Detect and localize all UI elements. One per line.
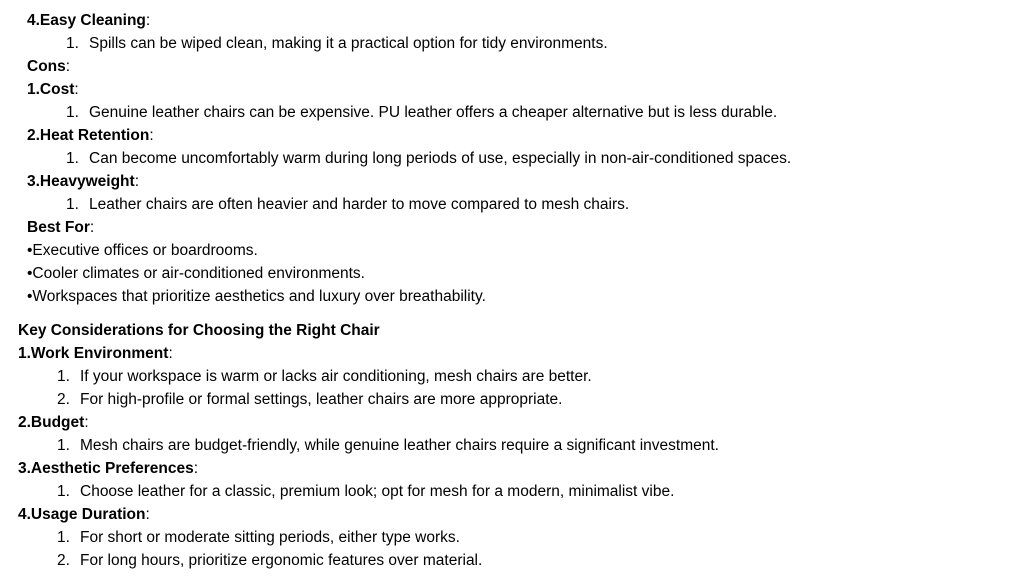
- list-item-text: Genuine leather chairs can be expensive. PU leather offers a cheaper alternative but is less durable.: [89, 104, 778, 121]
- item-number: 1.: [66, 150, 79, 167]
- usage-duration-heading-line: [18, 503, 719, 526]
- list-item: [18, 549, 719, 572]
- list-item-text: If your workspace is warm or lacks air conditioning, mesh chairs are better.: [80, 368, 592, 385]
- list-item: [18, 434, 719, 457]
- colon: :: [149, 127, 154, 144]
- list-item-text: For short or moderate sitting periods, either type works.: [80, 529, 460, 546]
- budget-heading-line: [18, 411, 719, 434]
- heavyweight-heading-line: [27, 170, 791, 193]
- colon: :: [84, 414, 89, 431]
- colon: :: [145, 12, 151, 29]
- list-item-text: For long hours, prioritize ergonomic features over material.: [80, 552, 483, 569]
- list-item: [18, 388, 719, 411]
- list-item-text: Mesh chairs are budget-friendly, while genuine leather chairs require a significant investment.: [80, 437, 719, 454]
- list-item: [27, 147, 791, 170]
- item-number: 1.: [66, 196, 79, 213]
- item-number: 1.: [57, 483, 70, 500]
- heavyweight-heading: 3.Heavyweight: [27, 173, 135, 190]
- item-number: 1.: [66, 35, 79, 52]
- list-item: [27, 32, 791, 55]
- work-environment-heading-line: [18, 342, 719, 365]
- colon: :: [134, 173, 139, 190]
- list-item: [18, 365, 719, 388]
- budget-heading: 2.Budget: [18, 414, 85, 431]
- colon: :: [145, 506, 150, 523]
- aesthetic-heading-line: [18, 457, 719, 480]
- usage-duration-heading: 4.Usage Duration: [18, 506, 146, 523]
- section-title: Key Considerations for Choosing the Right Chair: [18, 322, 380, 339]
- list-item-text: Can become uncomfortably warm during long periods of use, especially in non-air-conditioned spaces.: [89, 150, 792, 167]
- bullet-item: •Workspaces that prioritize aesthetics and luxury over breathability.: [27, 288, 486, 305]
- easy-cleaning-heading-line: [27, 9, 791, 32]
- pros-cons-block: [27, 9, 791, 308]
- list-item-text: Spills can be wiped clean, making it a practical option for tidy environments.: [89, 35, 608, 52]
- list-item: [27, 101, 791, 124]
- best-for-heading: Best For: [27, 219, 90, 236]
- work-environment-heading: 1.Work Environment: [18, 345, 169, 362]
- bullet-item: •Cooler climates or air-conditioned environments.: [27, 265, 365, 282]
- colon: :: [193, 460, 199, 477]
- heat-retention-heading: 2.Heat Retention: [27, 127, 150, 144]
- colon: :: [74, 81, 79, 98]
- cons-heading-line: [27, 55, 791, 78]
- item-number: 2.: [57, 391, 70, 408]
- cost-heading: 1.Cost: [27, 81, 75, 98]
- cons-heading: Cons: [27, 58, 66, 75]
- item-number: 2.: [57, 552, 70, 569]
- item-number: 1.: [57, 529, 70, 546]
- list-item: [18, 480, 719, 503]
- cost-heading-line: [27, 78, 791, 101]
- colon: :: [168, 345, 173, 362]
- list-item: [18, 526, 719, 549]
- colon: :: [89, 219, 95, 236]
- list-item: [27, 193, 791, 216]
- colon: :: [65, 58, 71, 75]
- item-number: 1.: [57, 368, 70, 385]
- item-number: 1.: [66, 104, 79, 121]
- item-number: 1.: [57, 437, 70, 454]
- list-item-text: For high-profile or formal settings, leather chairs are more appropriate.: [80, 391, 563, 408]
- best-for-heading-line: [27, 216, 791, 239]
- heat-retention-heading-line: [27, 124, 791, 147]
- list-item-text: Choose leather for a classic, premium look; opt for mesh for a modern, minimalist vibe.: [80, 483, 675, 500]
- bullet-item: •Executive offices or boardrooms.: [27, 242, 258, 259]
- easy-cleaning-heading: 4.Easy Cleaning: [27, 12, 146, 29]
- key-considerations-block: [18, 319, 719, 572]
- aesthetic-heading: 3.Aesthetic Preferences: [18, 460, 194, 477]
- list-item-text: Leather chairs are often heavier and harder to move compared to mesh chairs.: [89, 196, 630, 213]
